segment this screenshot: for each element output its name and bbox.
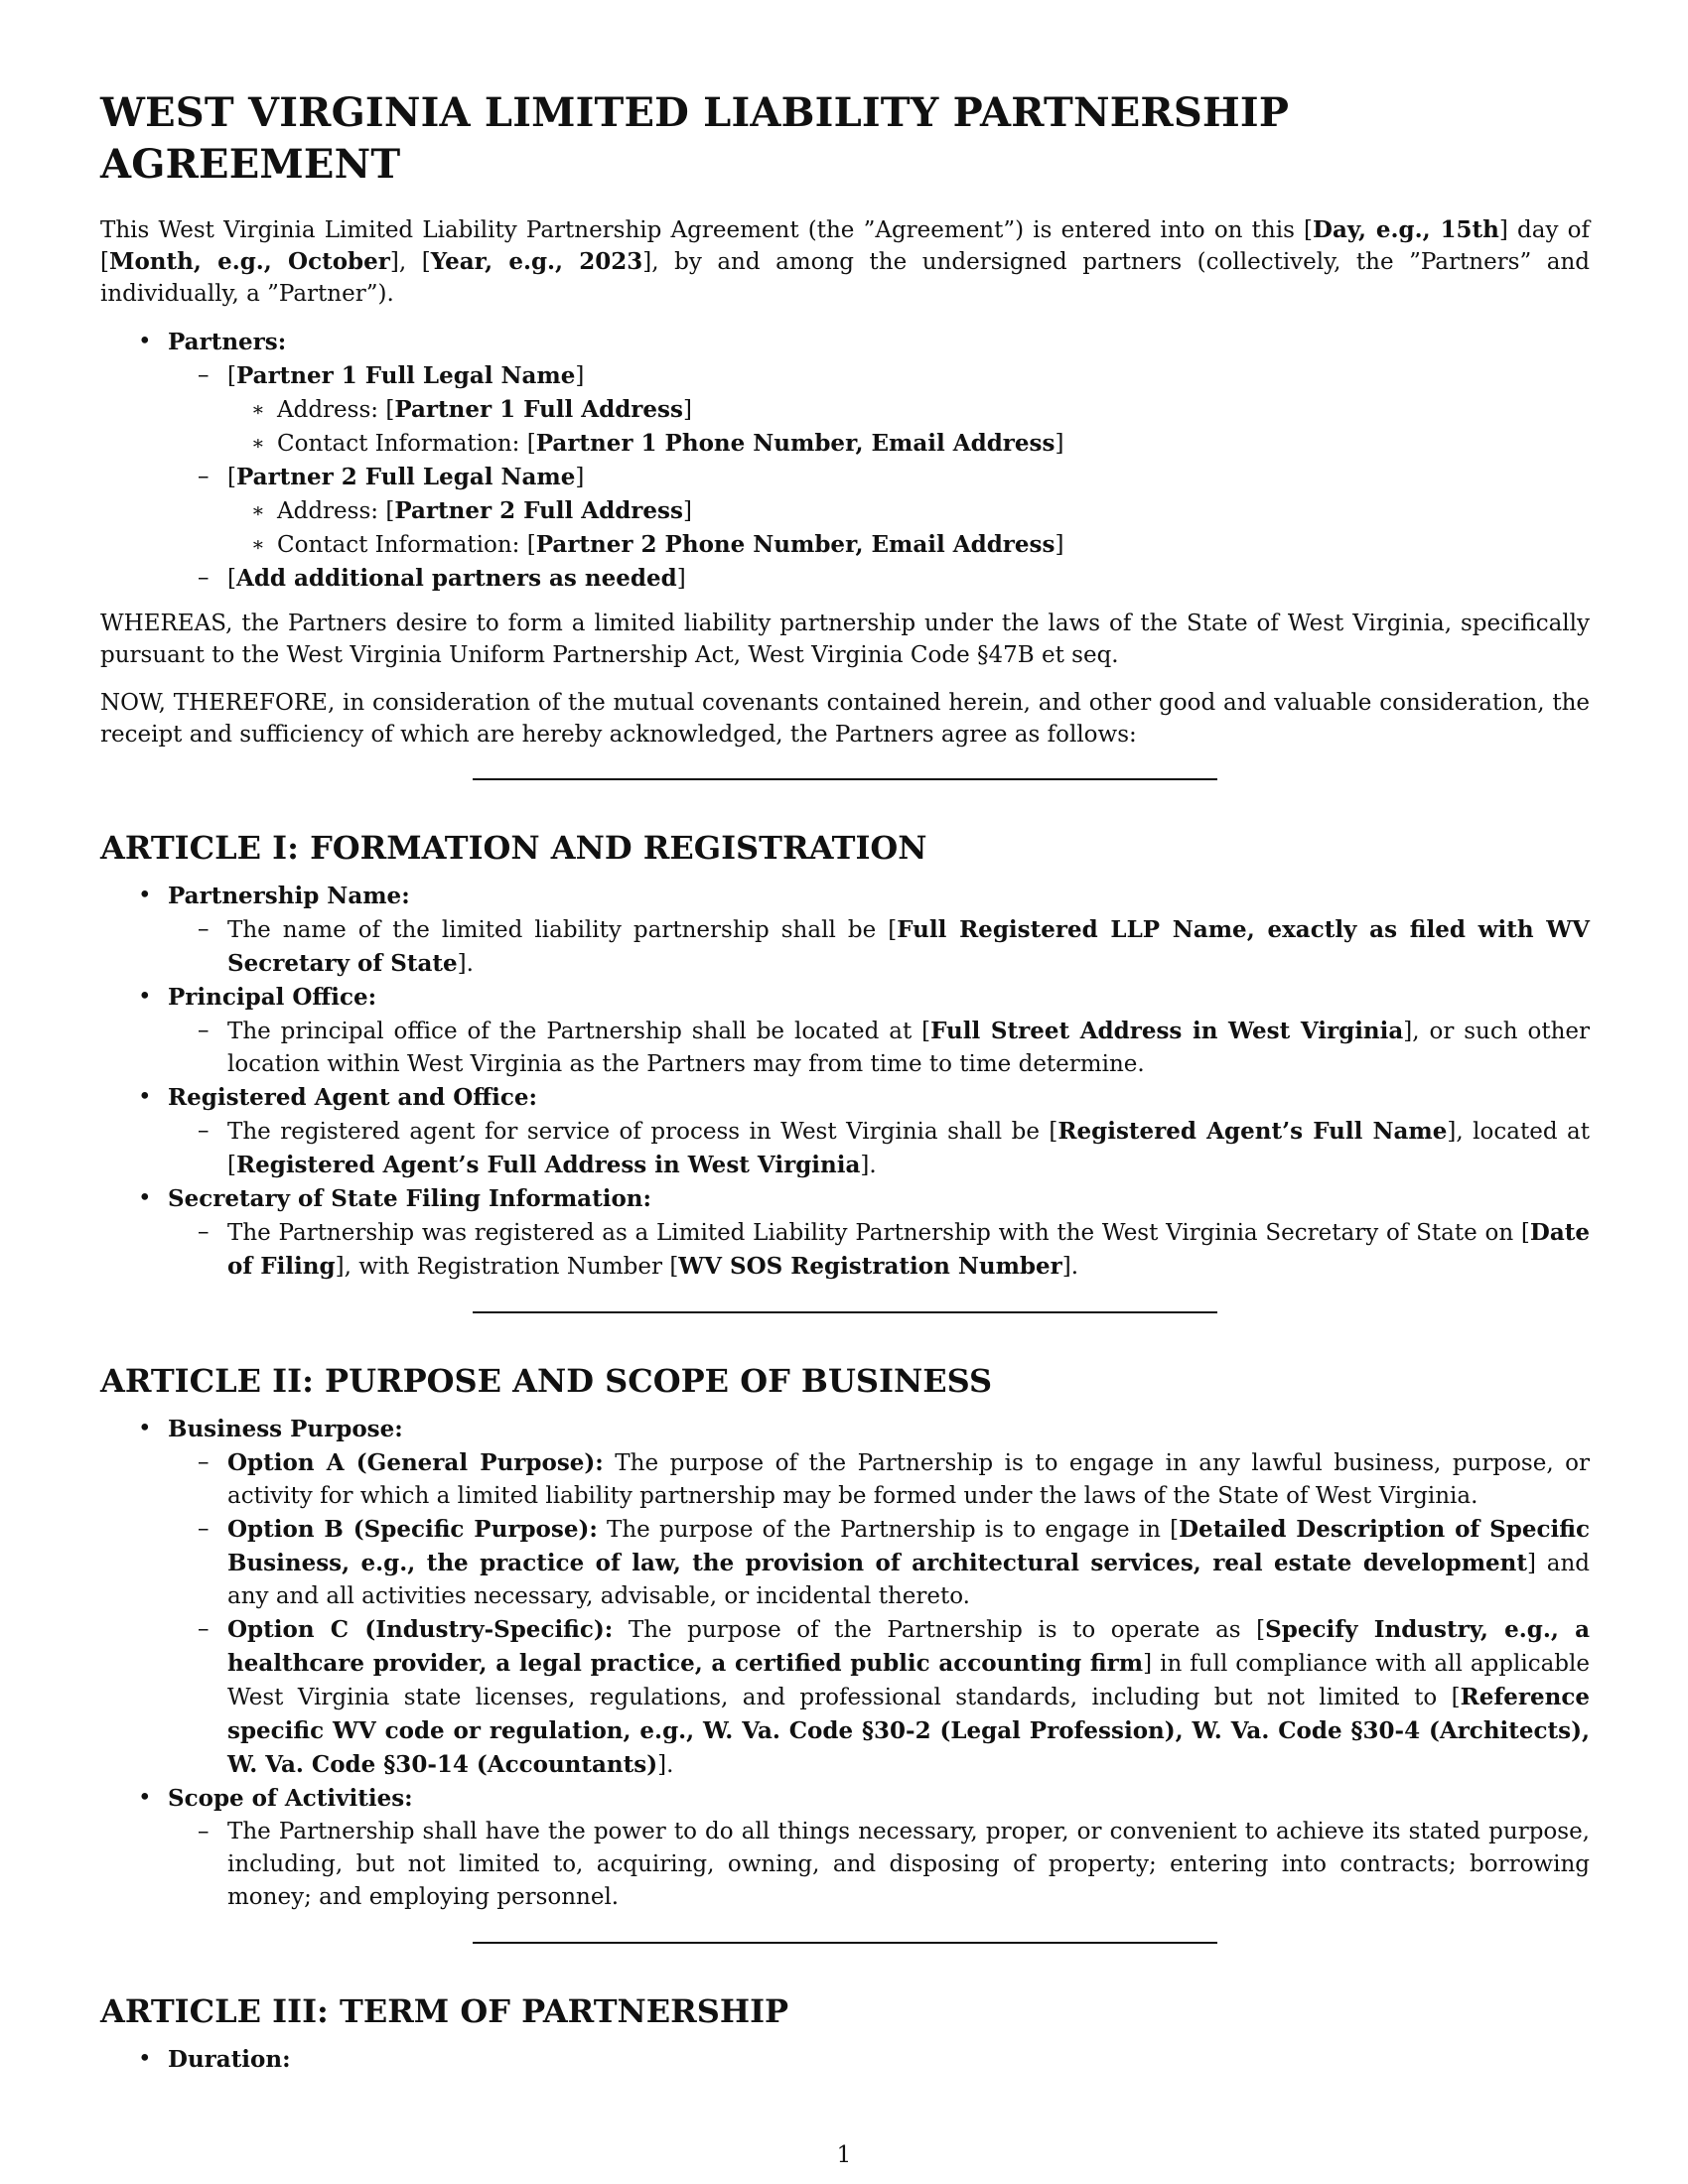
list-item <box>168 1446 1590 1513</box>
list-item: – [Add additional partners as needed] <box>168 562 1590 596</box>
list-item: – [Partner 1 Full Legal Name] ∗ Address: [Partner 1 Full Address] ∗ Contact Information: [Partner 1 Phone Number, Email Address] <box>168 359 1590 461</box>
clause-text: The purpose of the Partnership is to engage in [ <box>597 1517 1180 1543</box>
dash-icon: – <box>198 1516 210 1542</box>
clause-text: The purpose of the Partnership is to engage in any lawful business, purpose, or activity for which a limited liability partnership may be formed under the laws of the State of West Virginia. <box>227 1450 1590 1509</box>
field-label: Address: <box>277 397 386 423</box>
office-address-placeholder: Full Street Address in West Virginia <box>930 1018 1404 1044</box>
dash-icon: – <box>198 1219 210 1245</box>
list-item: ∗ Address: [Partner 2 Full Address] <box>227 494 1590 528</box>
registration-number-placeholder: WV SOS Registration Number <box>678 1253 1062 1280</box>
clause-text: The registered agent for service of process in West Virginia shall be [ <box>227 1119 1058 1145</box>
item-heading: Business Purpose: <box>168 1416 403 1442</box>
page-number: 1 <box>836 2142 852 2168</box>
option-b-label: Option B (Specific Purpose): <box>227 1516 598 1543</box>
document-page <box>100 87 1590 2089</box>
list-item <box>168 1513 1590 1613</box>
list-item <box>168 913 1590 981</box>
dash-icon: – <box>198 464 210 489</box>
intro-day-placeholder: Day, e.g., 15th <box>1313 216 1499 243</box>
item-heading: Registered Agent and Office: <box>168 1084 538 1111</box>
option-a-label: Option A (General Purpose): <box>227 1449 604 1476</box>
wv-code-placeholder: Reference specific WV code or regulation, e.g., W. Va. Code §30-2 (Legal Profession), W. Va. Code §30-4 (Architects), W. Va. Code §30-14 (Accountants) <box>227 1684 1590 1778</box>
intro-text: ] day of [ <box>100 217 1590 275</box>
bullet-icon: • <box>138 1785 152 1811</box>
dash-icon: – <box>198 1018 210 1043</box>
list-item <box>168 1015 1590 1081</box>
partner-1-address: Partner 1 Full Address <box>394 396 683 423</box>
partner-2-name: Partner 2 Full Legal Name <box>235 464 576 490</box>
dash-icon: – <box>198 916 210 942</box>
intro-text: ], [ <box>389 249 431 275</box>
clause-text: The principal office of the Partnership shall be located at [ <box>227 1019 931 1044</box>
industry-placeholder: Specify Industry, e.g., a healthcare provider, a legal practice, a certified public accounting firm <box>227 1616 1591 1677</box>
field-label: Contact Information: <box>277 431 527 457</box>
clause-text: ]. <box>1061 1254 1079 1280</box>
document-title: WEST VIRGINIA LIMITED LIABILITY PARTNERSHIP AGREEMENT <box>100 89 1290 188</box>
dash-icon: – <box>198 565 210 591</box>
intro-text: This West Virginia Limited Liability Partnership Agreement (the ”Agreement”) is entered into on this [ <box>100 217 1314 243</box>
partner-2-address: Partner 2 Full Address <box>394 497 683 524</box>
clause-text: The name of the limited liability partnership shall be [ <box>227 917 898 943</box>
agent-name-placeholder: Registered Agent’s Full Name <box>1057 1118 1448 1145</box>
list-item <box>100 981 1590 1081</box>
dash-icon: – <box>198 1616 210 1642</box>
bullet-icon: • <box>138 329 152 354</box>
field-label: Contact Information: <box>277 532 527 558</box>
clause-text: ], located at [ <box>227 1119 1590 1178</box>
article-3-list <box>100 2043 1590 2077</box>
article-2-list <box>100 1413 1590 1914</box>
article-1-list <box>100 880 1590 1284</box>
intro-paragraph <box>100 214 1590 310</box>
list-item <box>100 1182 1590 1284</box>
list-item <box>100 2043 1590 2077</box>
item-heading: Partnership Name: <box>168 883 410 909</box>
list-item: ∗ Contact Information: [Partner 1 Phone Number, Email Address] <box>227 427 1590 461</box>
clause-text: ]. <box>860 1153 877 1178</box>
bullet-icon: • <box>138 1185 152 1211</box>
bullet-icon: • <box>138 984 152 1010</box>
section-divider <box>473 1942 1217 1944</box>
bullet-icon: • <box>138 883 152 908</box>
item-heading: Principal Office: <box>168 984 377 1011</box>
clause-text: ]. <box>657 1752 674 1778</box>
item-heading: Scope of Activities: <box>168 1785 413 1812</box>
item-heading: Secretary of State Filing Information: <box>168 1185 651 1212</box>
bullet-icon: • <box>138 1416 152 1441</box>
option-c-label: Option C (Industry-Specific): <box>227 1616 614 1643</box>
list-item <box>100 880 1590 981</box>
clause-text: ], with Registration Number [ <box>335 1254 679 1280</box>
partners-heading: Partners: <box>168 329 287 355</box>
partner-1-name: Partner 1 Full Legal Name <box>235 362 576 389</box>
clause-text: The purpose of the Partnership is to operate as [ <box>613 1617 1266 1643</box>
list-item: ∗ Contact Information: [Partner 2 Phone Number, Email Address] <box>227 528 1590 562</box>
article-2-heading: ARTICLE II: PURPOSE AND SCOPE OF BUSINESS <box>100 1362 993 1400</box>
list-item <box>168 1216 1590 1284</box>
partner-1-contact: Partner 1 Phone Number, Email Address <box>535 430 1055 457</box>
clause-text: ] in full compliance with all applicable West Virginia state licenses, regulations, and professional standards, including but not limited to [ <box>227 1651 1590 1710</box>
clause-text: ], or such other location within West Virginia as the Partners may from time to time determine. <box>227 1019 1590 1077</box>
bullet-icon: • <box>138 1084 152 1110</box>
clause-text: ]. <box>457 951 474 977</box>
list-item: – [Partner 2 Full Legal Name] ∗ Address: [Partner 2 Full Address] ∗ Contact Information: [Partner 2 Phone Number, Email Address] <box>168 461 1590 562</box>
section-divider <box>473 1311 1217 1313</box>
clause-text: The Partnership was registered as a Limited Liability Partnership with the West Virginia Secretary of State on [ <box>227 1220 1530 1246</box>
intro-year-placeholder: Year, e.g., 2023 <box>430 248 643 275</box>
asterisk-icon: ∗ <box>251 397 265 421</box>
dash-icon: – <box>198 362 210 388</box>
list-item <box>100 1081 1590 1182</box>
dash-icon: – <box>198 1118 210 1144</box>
list-item <box>100 326 1590 596</box>
bullet-icon: • <box>138 2046 152 2072</box>
partner-2-contact: Partner 2 Phone Number, Email Address <box>535 531 1055 558</box>
intro-month-placeholder: Month, e.g., October <box>108 248 390 275</box>
whereas-paragraph: WHEREAS, the Partners desire to form a limited liability partnership under the laws of the State of West Virginia, specifically pursuant to the West Virginia Uniform Partnership Act, West Virginia Code §47B et seq. <box>100 611 1590 668</box>
list-item: ∗ Address: [Partner 1 Full Address] <box>227 393 1590 427</box>
additional-partners: Add additional partners as needed <box>235 565 677 592</box>
business-description-placeholder: Detailed Description of Specific Business, e.g., the practice of law, the provision of architectural services, real estate development <box>227 1516 1590 1576</box>
list-item <box>168 1816 1590 1914</box>
filing-date-placeholder: Date of Filing <box>227 1219 1590 1280</box>
list-item <box>168 1613 1590 1782</box>
agent-address-placeholder: Registered Agent’s Full Address in West Virginia <box>235 1152 861 1178</box>
asterisk-icon: ∗ <box>251 532 265 556</box>
dash-icon: – <box>198 1819 210 1844</box>
partners-list <box>100 326 1590 596</box>
list-item <box>168 1115 1590 1182</box>
list-item <box>100 1782 1590 1914</box>
field-label: Address: <box>277 498 386 524</box>
now-therefore-paragraph: NOW, THEREFORE, in consideration of the mutual covenants contained herein, and other good and valuable consideration, the receipt and sufficiency of which are hereby acknowledged, the Partners agree as follows: <box>100 690 1590 748</box>
item-heading: Duration: <box>168 2046 291 2073</box>
section-divider <box>473 778 1217 780</box>
article-1-heading: ARTICLE I: FORMATION AND REGISTRATION <box>100 829 927 867</box>
asterisk-icon: ∗ <box>251 498 265 522</box>
asterisk-icon: ∗ <box>251 431 265 455</box>
list-item <box>100 1413 1590 1782</box>
intro-text: ], by and among the undersigned partners (collectively, the ”Partners” and individually, a ”Partner”). <box>100 249 1591 307</box>
llp-name-placeholder: Full Registered LLP Name, exactly as filed with WV Secretary of State <box>227 916 1590 977</box>
dash-icon: – <box>198 1449 210 1475</box>
clause-text: The Partnership shall have the power to do all things necessary, proper, or convenient to achieve its stated purpose, including, but not limited to, acquiring, owning, and disposing of property; entering into contracts; borrowing money; and employing personnel. <box>227 1819 1590 1910</box>
clause-text: ] and any and all activities necessary, advisable, or incidental thereto. <box>227 1551 1590 1609</box>
article-3-heading: ARTICLE III: TERM OF PARTNERSHIP <box>100 1992 789 2030</box>
